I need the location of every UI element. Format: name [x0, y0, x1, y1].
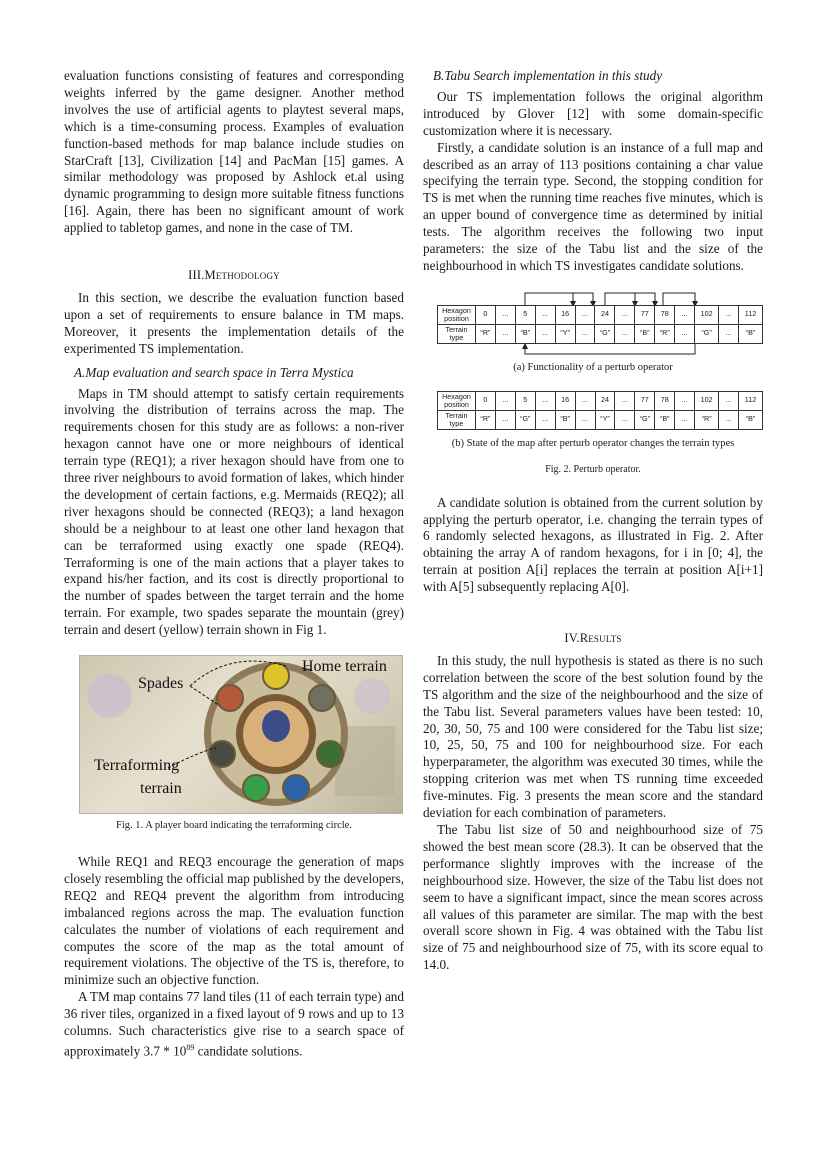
- section-number: III.: [188, 268, 205, 283]
- paragraph-results-findings: The Tabu list size of 50 and neighbourhood size of 75 showed the best mean score (28.3). It can be observed that the performance slightly improves with the increase of the neighbourhood size. However, the size of the Tabu list does not seem to have a significant impact, since the mean scores across all values of this parameter are similar. The map with the best overall score shown in Fig. 4 was obtained with the Tabu list size of 75 and neighbourhood size of 75, with its score equal to 14.0.: [423, 822, 763, 973]
- position-row: Hexagon position 0 ... 5 ... 16 ... 24 ... 77 78 ... 102 ... 112: [438, 305, 763, 324]
- hexagon-table-after: [437, 391, 763, 430]
- paragraph-related-work: evaluation functions consisting of features and corresponding weights inferred by the game designer. Another method involves the use of artificial agents to playtest several maps, which is a time-consuming process. Examples of evaluation function-based methods for map balance include studies on StarCraft [13], Civilization [14] and PacMan [15] games. A similar methodology was proposed by Ashlock et.al using dynamic programming to design more suitable fitness functions [16]. Again, there has been no significant amount of work applied to tabletop games, and none in the case of TM.: [64, 68, 404, 236]
- paragraph-ts-overview: Our TS implementation follows the original algorithm introduced by Glover [12] with some domain-specific customization where it is necessary.: [423, 88, 763, 138]
- paragraph-perturb: A candidate solution is obtained from the current solution by applying the perturb operator, i.e. changing the terrain types of 6 randomly selected hexagons, as illustrated in Fig. 2. After obtaining the array A of random hexagons, for i in [0; 4], the terrain at position A[i] replaces the terrain at position A[i+1] with A[5] subsequently replacing A[0].: [423, 494, 763, 595]
- paragraph-search-space: A TM map contains 77 land tiles (11 of each terrain type) and 36 river tiles, organized in a fixed layout of 9 rows and up to 13 columns. Such characteristics give rise to a search space of approximately $3.7 * 10^{89}$ candidate solutions.: [64, 989, 404, 1059]
- perturb-arrow-bottom: [423, 344, 763, 358]
- paragraph-results-setup: In this study, the null hypothesis is stated as there is no such correlation between the score of the best solution found by the TS algorithm and the size of the neighbourhood and the size of the Tabu list. Several parameters values have been tested: 10, 20, 30, 50, 75 and 100 were considered for the Tabu list size; 10, 25, 50, 75 and 100 for neighbourhood size. For each hyperparameter, the algorithm was executed 30 times, while the stopping criterion was met when TS running time exceeded five-minutes. Fig. 3 presents the mean score and the standard deviation for each combination of parameters.: [423, 652, 763, 821]
- figure-2-caption: Fig. 2. Perturb operator.: [545, 463, 641, 475]
- terrain-mountain-disc: [309, 685, 335, 711]
- background-decoration: [88, 674, 132, 718]
- perturb-arrow: [635, 293, 655, 305]
- label-spades: Spades: [138, 675, 184, 693]
- figure-perturb-operator: [423, 289, 763, 479]
- perturb-arrow: [605, 293, 635, 305]
- figure-player-board: [79, 655, 403, 814]
- figure-2b-caption: (b) State of the map after perturb operator changes the terrain types: [451, 437, 735, 449]
- subsection-heading-tabu-search: B.Tabu Search implementation in this study: [433, 68, 663, 83]
- label-home-terrain: Home terrain: [302, 658, 387, 676]
- section-title: Methodology: [204, 268, 280, 283]
- section-heading-results: [423, 630, 763, 647]
- paragraph-methodology-intro: In this section, we describe the evaluation function based upon a set of requirements to ensure balance in TM maps. Moreover, it presents the implementation details of the experimented TS implementation.: [64, 289, 404, 356]
- section-heading-methodology: [64, 267, 404, 284]
- perturb-arrow: [525, 293, 573, 305]
- label-terrain: terrain: [140, 780, 182, 798]
- label-terraforming: Terraforming: [94, 757, 180, 775]
- perturb-arrow: [663, 293, 695, 305]
- terrain-wasteland-disc: [217, 685, 243, 711]
- position-row: Hexagon position 0 ... 5 ... 16 ... 24 ... 77 78 ... 102 ... 112: [438, 391, 763, 410]
- subsection-heading-map-evaluation: A.Map evaluation and search space in Terra Mystica: [74, 364, 354, 380]
- terrain-plains-disc: [243, 775, 269, 801]
- paragraph-ts-details: Firstly, a candidate solution is an instance of a full map and described as an array of 113 positions containing a char value specifying the terrain type. Second, the stopping condition for TS is met when the running time reaches five minutes, which is an upper bound of convergence time as determined by initial tests. The algorithm receives the following two input parameters: the size of the Tabu list and the size of the neighbourhood in which TS investigates candidate solutions.: [423, 139, 763, 273]
- figure-2a-caption: (a) Functionality of a perturb operator: [513, 361, 673, 373]
- background-decoration: [354, 678, 390, 714]
- right-column: [423, 68, 763, 974]
- figure-1-caption: Fig. 1. A player board indicating the terraforming circle.: [116, 820, 352, 832]
- perturb-return-arrow: [525, 344, 695, 354]
- paragraph-evaluation-function: While REQ1 and REQ3 encourage the generation of maps closely resembling the official map published by the developers, REQ2 and REQ4 prevent the algorithm from introducing imbalanced regions across the map. The evaluation function calculates the number of violations of each requirement and computes the score of the map as the total amount of requirement violations. The objective of the TS is, therefore, to minimize such an objective function.: [64, 854, 404, 988]
- perturb-arrows-top: [423, 289, 763, 305]
- player-board-illustration: [80, 656, 402, 813]
- terrain-swamp-disc: [209, 741, 235, 767]
- faction-figure: [262, 710, 290, 742]
- left-column: [64, 68, 404, 1060]
- terrain-row: Terrain type “R” ... “B” ... “Y” ... “G” ... “B” “R” ... “G” ... “B”: [438, 324, 763, 343]
- perturb-arrow: [573, 293, 593, 305]
- exponent: 89: [186, 1042, 195, 1052]
- terrain-desert-disc: [263, 663, 289, 689]
- section-title: Results: [579, 631, 622, 646]
- paragraph-requirements: Maps in TM should attempt to satisfy certain requirements involving the distribution of terrains across the map. The requirements chosen for this study are as follows: a non-river hexagon cannot have one or more neighbours of identical terrain type (REQ1); a river hexagon should have from one to three river neighbours to avoid formation of lakes, which hinder the development of certain factions, e.g. Mermaids (REQ2); all river hexagons should be connected (REQ3); a land hexagon should be a neighbour to at least one other land hexagon that can be terraformed using exactly one spade (REQ4). Terraforming is one of the main actions that a player takes to expand his/her faction, and its cost is directly proportional to the number of spades between the target terrain and the home terrain. For example, two spades separate the mountain (grey) terrain and desert (yellow) terrain shown in Fig 1.: [64, 385, 404, 638]
- section-number: IV.: [564, 631, 580, 646]
- terrain-row: Terrain type “R” ... “G” ... “B” ... “Y” ... “G” “B” ... “R” ... “B”: [438, 410, 763, 429]
- terrain-lake-disc: [283, 775, 309, 801]
- terrain-forest-disc: [317, 741, 343, 767]
- hexagon-table-before: [437, 305, 763, 344]
